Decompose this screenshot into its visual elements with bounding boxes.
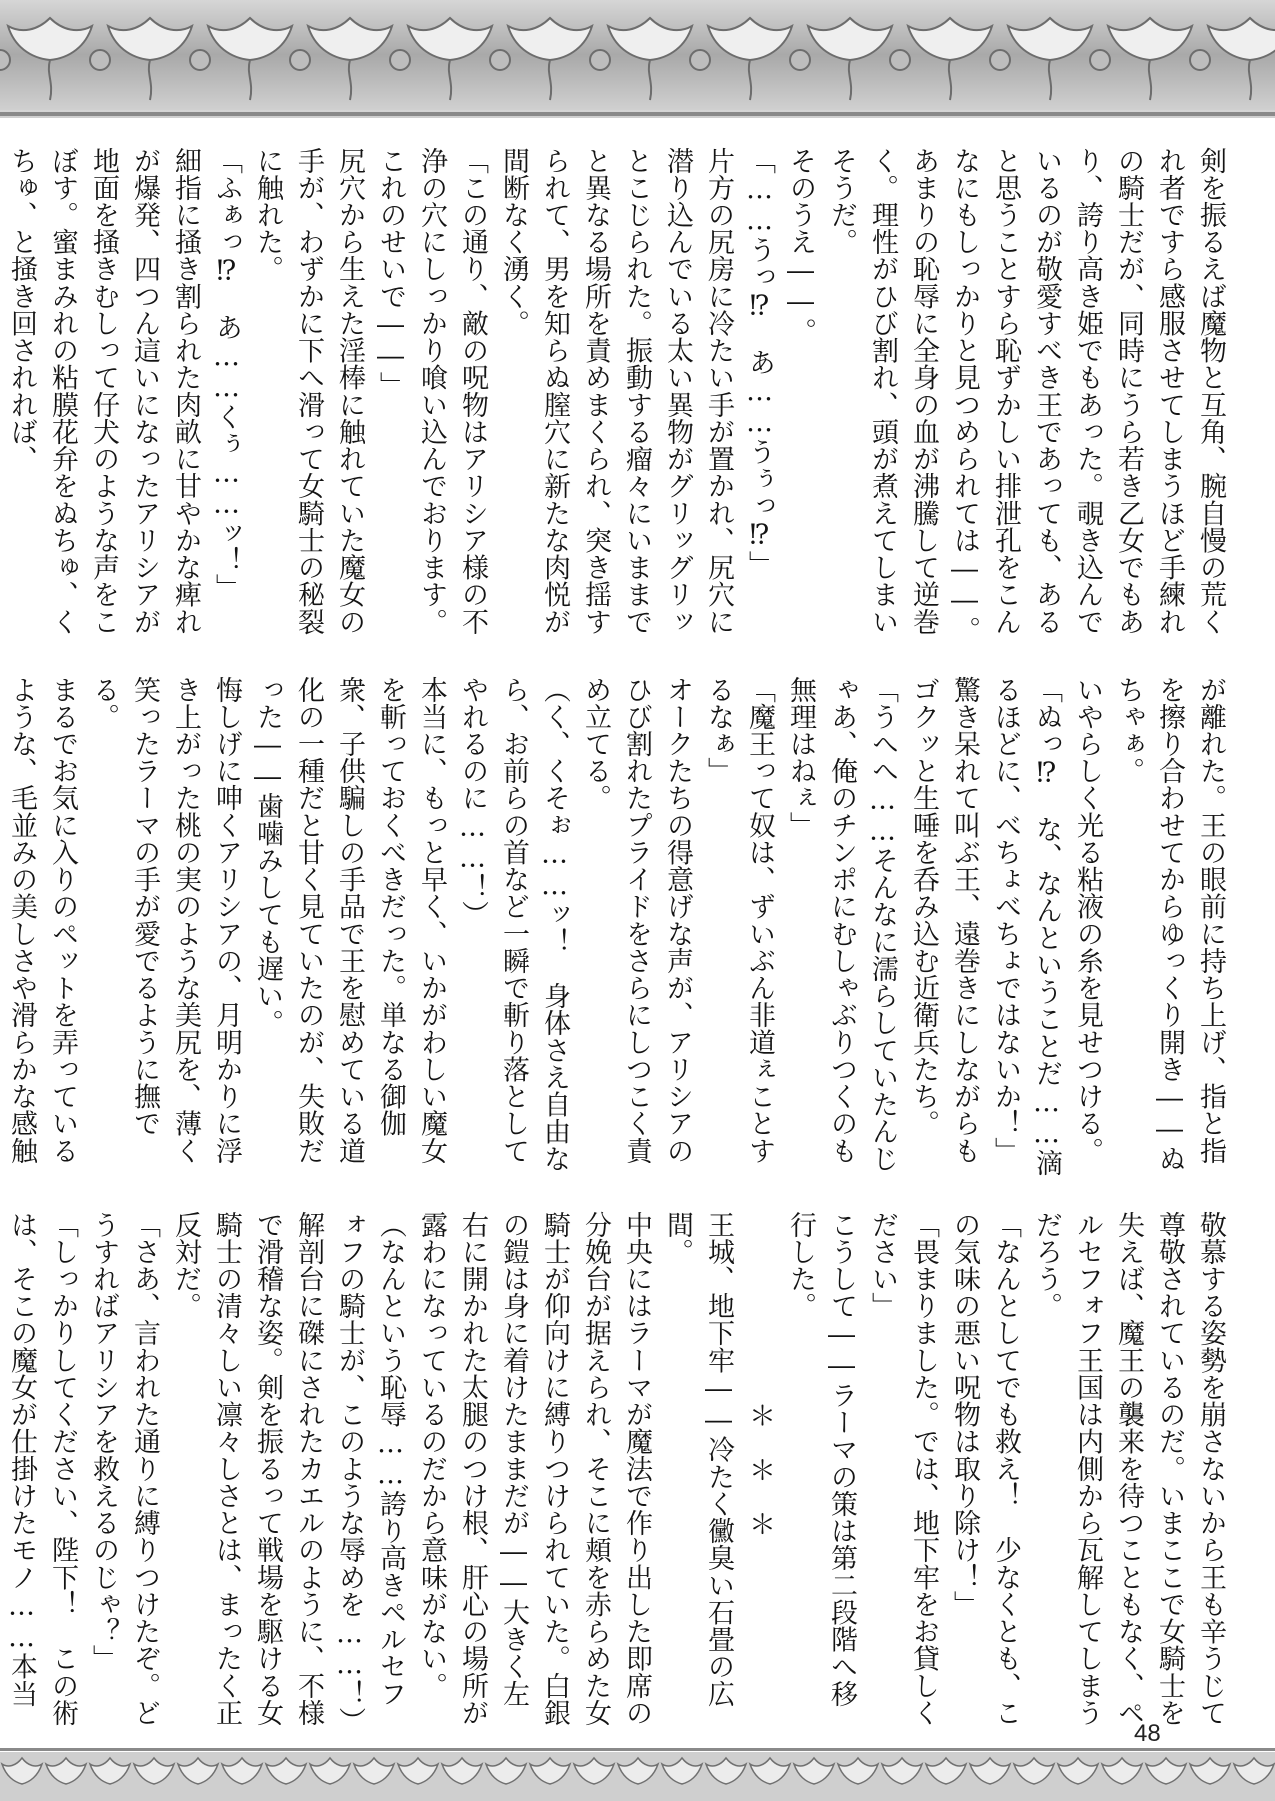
paragraph: 悔しげに呻くアリシアの、月明かりに浮き上がった桃の実のような美尻を、薄く笑ったラーマの手が愛でるように撫でる。 <box>88 676 242 1165</box>
paragraph: （く、くそぉ……ッ！ 身体さえ自由なら、お前らの首など一瞬で斬り落としてやれるのに……！） <box>457 676 570 1173</box>
paragraph: 「なんとしてでも救え！ 少なくとも、この気味の悪い呪物は取り除け！」 <box>949 1211 1021 1727</box>
paragraph: 細指に掻き割られた肉畝に甘やかな痺れが爆発、四つん這いになったアリシアが地面を掻きむしって仔犬のような声をこぼす。蜜まみれの粘膜花弁をぬちゅ、くちゅ、と掻き回されれば、 <box>6 147 201 636</box>
paragraph: 中央にはラーマが魔法で作り出した即席の分娩台が据えられ、そこに頬を赤らめた女騎士が仰向けに縛りつけられていた。白銀の鎧は身に着けたままだが――大きく左右に開かれた太腿のつけ根、肝心の場所が露わになっているのだから意味がない。 <box>416 1211 652 1727</box>
top-ornamental-border <box>0 0 1275 125</box>
paragraph: が離れた。王の眼前に持ち上げ、指と指を擦り合わせてからゆっくり開き――ぬちゃぁ。 <box>1113 676 1226 1173</box>
text-column-top <box>6 147 1231 657</box>
paragraph: 「ぬっ⁉ な、なんということだ……滴るほどに、べちょべちょではないか！」 <box>990 676 1062 1177</box>
text-column-middle <box>6 676 1231 1190</box>
paragraph: （なんという恥辱……誇り高きペルセフォフの騎士が、このような辱めを……！） <box>334 1211 406 1735</box>
body-text-middle <box>6 676 1231 1190</box>
paragraph: こうして――ラーマの策は第二段階へ移行した。 <box>785 1211 857 1708</box>
paragraph: 驚き呆れて叫ぶ王、遠巻きにしながらもゴクッと生唾を呑み込む近衛兵たち。 <box>908 676 980 1165</box>
paragraph: 剣を振るえば魔物と互角、腕自慢の荒くれ者ですら感服させてしまうほど手練れの騎士だが、同時にうら若き乙女でもあり、誇り高き姫でもあった。覗き込んでいるのが敬愛すべき王であっても、あると思うことすら恥ずかしい排泄孔をこんなにもしっかりと見つめられては――。 <box>949 147 1226 644</box>
paragraph: まるでお気に入りのペットを弄っているような、毛並みの美しさや滑らかな感触 <box>6 676 78 1165</box>
paragraph <box>0 147 1 657</box>
paragraph: 「魔王って奴は、ずいぶん非道ぇことするなぁ」 <box>703 676 775 1165</box>
paragraph: 「……うっ⁉ あ……うぅっ⁉」 <box>744 147 775 578</box>
bottom-ornamental-border <box>0 1748 1275 1801</box>
page-number: 48 <box>1134 1720 1161 1747</box>
paragraph: オークたちの得意げな声が、アリシアのひび割れたプライドをさらにしつこく責め立てる。 <box>580 676 693 1165</box>
paragraph: ＊ ＊ ＊ <box>744 1402 775 1538</box>
paragraph: そのうえ――。 <box>785 147 816 345</box>
paragraph: 片方の尻房に冷たい手が置かれ、尻穴に潜り込んでいる太い異物がグリッグリッとこじられた。振動する瘤々にいままでと異なる場所を責めまくられ、突き揺すられて、男を知らぬ膣穴に新たな肉悦が間断なく湧く。 <box>498 147 734 636</box>
paragraph: 「畏まりました。では、地下牢をお貸しください」 <box>867 1211 939 1727</box>
paragraph: 「うへへ……そんなに濡らしていたんじゃあ、俺のチンポにむしゃぶりつくのも無理はねぇ」 <box>785 676 898 1173</box>
paragraph: 「ふぁっ⁉ あ……くぅ……ッ！」 <box>211 147 242 601</box>
paragraph: 「しっかりしてください、陛下！ この術は、そこの魔女が仕掛けたモノ……本当 <box>6 1211 78 1727</box>
paragraph: 本当に、もっと早く、いかがわしい魔女を斬っておくべきだった。単なる御伽衆、子供騙しの手品で王を慰めている道化の一種だと甘く見ていたのが、失敗だった――歯噛みしても遅い。 <box>252 676 447 1165</box>
paragraph: 解剖台に磔にされたカエルのように、不様で滑稽な姿。剣を振るって戦場を駆ける女騎士の清々しい凛々しさとは、まったく正反対だ。 <box>170 1211 324 1727</box>
paragraph: 敬慕する姿勢を崩さないから王も辛うじて尊敬されているのだ。いまここで女騎士を失えば、魔王の襲来を待つこともなく、ペルセフォフ王国は内側から瓦解してしまうだろう。 <box>1031 1211 1226 1727</box>
body-text-top <box>6 147 1231 657</box>
paragraph: 「さあ、言われた通りに縛りつけたぞ。どうすればアリシアを救えるのじゃ？」 <box>88 1211 160 1727</box>
paragraph: いやらしく光る粘液の糸を見せつける。 <box>1072 676 1103 1165</box>
paragraph: 王城、地下牢――冷たく黴臭い石畳の広間。 <box>662 1211 734 1708</box>
paragraph: 尻穴から生えた淫棒に触れていた魔女の手が、わずかに下へ滑って女騎士の秘裂に触れた。 <box>252 147 365 636</box>
paragraph: あまりの恥辱に全身の血が沸騰して逆巻く。理性がひび割れ、頭が煮えてしまいそうだ。 <box>826 147 939 636</box>
paragraph: 「この通り、敵の呪物はアリシア様の不浄の穴にしっかり喰い込んでおります。これのせいで――」 <box>375 147 488 636</box>
